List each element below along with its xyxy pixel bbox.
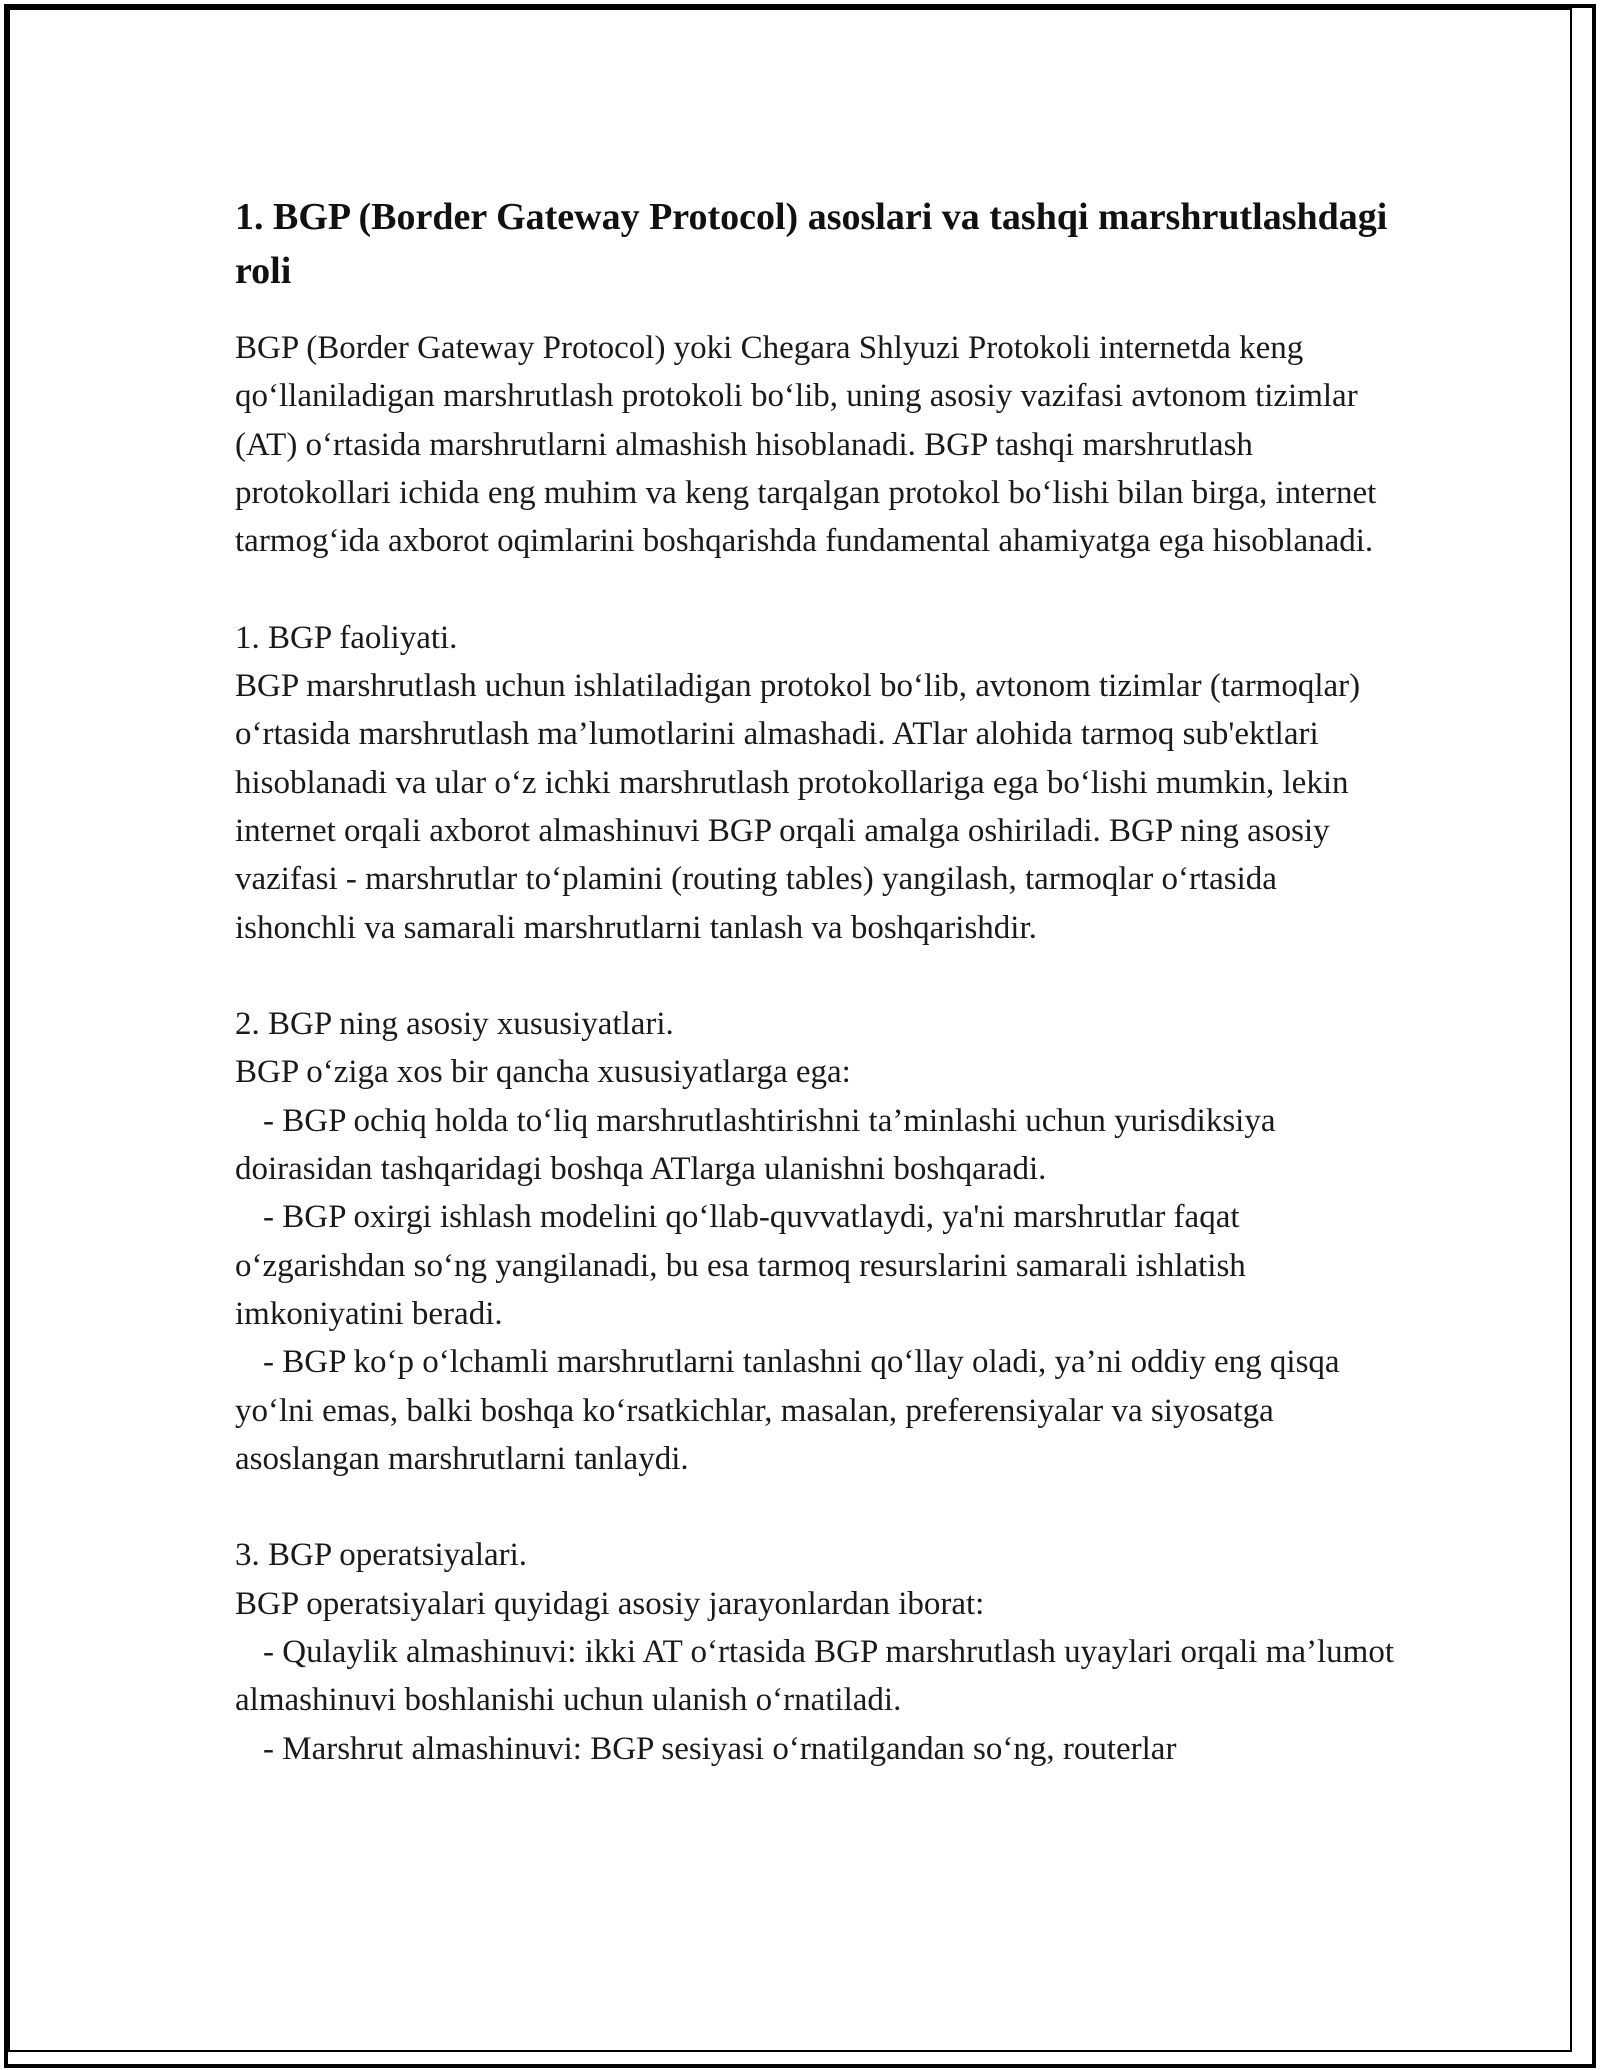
list-item: - Marshrut almashinuvi: BGP sesiyasi o‘rnatilgandan so‘ng, routerlar: [263, 1730, 1177, 1767]
section-heading: 1. BGP faoliyati.: [235, 619, 458, 656]
section-bgp-operations: [235, 1531, 1395, 1772]
paragraph-spacer: [235, 565, 1395, 613]
list-item: - BGP ochiq holda to‘liq marshrutlashtirishni ta’minlashi uchun yurisdiksiya doirasidan tashqaridagi boshqa ATlarga ulanishni boshqaradi.: [235, 1102, 1276, 1188]
document-title: 1. BGP (Border Gateway Protocol) asoslari va tashqi marshrutlashdagi roli: [235, 196, 1388, 292]
section-body: BGP o‘ziga xos bir qancha xususiyatlarga ega:: [235, 1054, 851, 1091]
section-body: BGP operatsiyalari quyidagi asosiy jarayonlardan iborat:: [235, 1585, 985, 1622]
section-bgp-features: [235, 1000, 1395, 1483]
document-page: [235, 190, 1395, 1773]
list-item: - BGP ko‘p o‘lchamli marshrutlarni tanlashni qo‘llay oladi, ya’ni oddiy eng qisqa yo‘lni emas, balki boshqa ko‘rsatkichlar, masalan, preferensiyalar va siyosatga asoslangan marshrutlarni tanlaydi.: [235, 1344, 1340, 1477]
section-body: BGP marshrutlash uchun ishlatiladigan protokol bo‘lib, avtonom tizimlar (tarmoqlar) o‘rtasida marshrutlash ma’lumotlarini almashadi. ATlar alohida tarmoq sub'ektlari hisoblanadi va ular o‘z ichki marshrutlash protokollariga ega bo‘lishi mumkin, lekin internet orqali axborot almashinuvi BGP orqali amalga oshiriladi. BGP ning asosiy vazifasi - marshrutlar to‘plamini (routing tables) yangilash, tarmoqlar o‘rtasida ishonchli va samarali marshrutlarni tanlash va boshqarishdir.: [235, 668, 1361, 946]
paragraph-spacer: [235, 1483, 1395, 1531]
list-item: - Qulaylik almashinuvi: ikki AT o‘rtasida BGP marshrutlash uyaylari orqali ma’lumot almashinuvi boshlanishi uchun ulanish o‘rnatiladi.: [235, 1634, 1394, 1719]
section-bgp-activity: [235, 614, 1395, 952]
list-item: - BGP oxirgi ishlash modelini qo‘llab-quvvatlaydi, ya'ni marshrutlar faqat o‘zgarishdan so‘ng yangilanadi, bu esa tarmoq resurslarini samarali ishlatish imkoniyatini beradi.: [235, 1199, 1246, 1332]
paragraph-spacer: [235, 952, 1395, 1000]
section-heading: 2. BGP ning asosiy xususiyatlari.: [235, 1006, 674, 1043]
section-heading: 3. BGP operatsiyalari.: [235, 1537, 528, 1574]
intro-paragraph: BGP (Border Gateway Protocol) yoki Chegara Shlyuzi Protokoli internetda keng qo‘llaniladigan marshrutlash protokoli bo‘lib, uning asosiy vazifasi avtonom tizimlar (AT) o‘rtasida marshrutlarni almashish hisoblanadi. BGP tashqi marshrutlash protokollari ichida eng muhim va keng tarqalgan protokol bo‘lishi bilan birga, internet tarmog‘ida axborot oqimlarini boshqarishda fundamental ahamiyatga ega hisoblanadi.: [235, 330, 1377, 560]
